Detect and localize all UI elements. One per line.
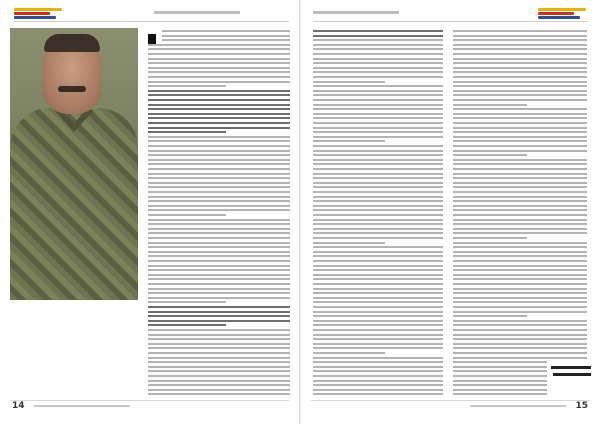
text-line xyxy=(453,384,547,386)
text-line xyxy=(453,315,527,317)
text-line xyxy=(313,200,443,202)
text-line xyxy=(148,311,290,313)
text-line xyxy=(313,108,443,110)
text-line xyxy=(313,127,443,129)
text-line xyxy=(148,113,290,115)
text-line xyxy=(148,219,290,221)
text-line xyxy=(313,145,443,147)
text-line xyxy=(148,173,290,175)
text-line xyxy=(313,62,443,64)
text-line xyxy=(313,347,443,349)
text-line xyxy=(313,338,443,340)
text-line xyxy=(453,389,547,391)
text-line xyxy=(453,182,587,184)
text-line xyxy=(148,67,290,69)
text-line xyxy=(453,232,587,234)
text-line xyxy=(313,343,443,345)
text-line xyxy=(148,58,290,60)
text-line xyxy=(313,196,443,198)
text-line xyxy=(148,200,290,202)
text-line xyxy=(313,71,443,73)
text-line xyxy=(453,361,547,363)
text-line xyxy=(453,242,587,244)
text-line xyxy=(453,81,587,83)
text-line xyxy=(313,182,443,184)
text-line xyxy=(453,329,587,331)
text-line xyxy=(453,200,587,202)
text-line xyxy=(453,269,587,271)
text-line xyxy=(148,117,290,119)
issue-info-line xyxy=(154,11,240,14)
text-line xyxy=(453,168,587,170)
text-line xyxy=(148,94,290,96)
text-line xyxy=(148,366,290,368)
text-line xyxy=(453,228,587,230)
text-line xyxy=(148,361,290,363)
text-line xyxy=(313,58,443,60)
text-line xyxy=(148,127,290,129)
text-line xyxy=(148,320,290,322)
text-line xyxy=(313,131,443,133)
text-line xyxy=(453,90,587,92)
left-footer xyxy=(0,400,299,412)
text-line xyxy=(148,324,226,326)
text-line xyxy=(148,159,290,161)
text-line xyxy=(453,104,527,106)
text-line xyxy=(313,324,443,326)
text-line xyxy=(313,186,443,188)
text-line xyxy=(313,30,443,32)
text-line xyxy=(162,39,290,41)
text-line xyxy=(453,94,587,96)
footer-caption xyxy=(34,405,130,407)
right-page xyxy=(301,0,600,424)
text-line xyxy=(148,329,290,331)
text-line xyxy=(313,269,443,271)
text-line xyxy=(313,122,443,124)
text-line xyxy=(313,53,443,55)
text-line xyxy=(162,35,290,37)
text-line xyxy=(453,292,587,294)
text-line xyxy=(453,71,587,73)
right-masthead xyxy=(313,8,588,22)
left-page xyxy=(0,0,299,424)
text-line xyxy=(453,306,587,308)
text-line xyxy=(453,370,547,372)
text-line xyxy=(148,338,290,340)
text-line xyxy=(453,44,587,46)
text-line xyxy=(313,366,443,368)
text-line xyxy=(148,251,290,253)
text-line xyxy=(313,113,443,115)
text-line xyxy=(453,297,587,299)
text-line xyxy=(453,85,587,87)
text-line xyxy=(148,191,290,193)
text-line xyxy=(453,76,587,78)
text-line xyxy=(313,67,443,69)
text-line xyxy=(148,150,290,152)
text-line xyxy=(453,39,587,41)
author-byline xyxy=(551,366,591,382)
text-line xyxy=(313,150,443,152)
text-line xyxy=(313,265,443,267)
text-line xyxy=(148,214,226,216)
text-line xyxy=(453,99,587,101)
text-line xyxy=(313,352,385,354)
text-line xyxy=(148,297,290,299)
text-line xyxy=(453,35,587,37)
text-line xyxy=(313,301,443,303)
text-line xyxy=(148,255,290,257)
text-line xyxy=(148,71,290,73)
text-line xyxy=(313,357,443,359)
text-line xyxy=(148,278,290,280)
text-line xyxy=(313,140,385,142)
text-line xyxy=(313,228,443,230)
text-line xyxy=(148,384,290,386)
text-line xyxy=(453,260,587,262)
text-line xyxy=(453,159,587,161)
text-line xyxy=(453,246,587,248)
text-line xyxy=(453,62,587,64)
text-line xyxy=(453,122,587,124)
text-line xyxy=(313,219,443,221)
text-line xyxy=(453,380,547,382)
text-line xyxy=(453,301,587,303)
text-line xyxy=(453,274,587,276)
text-line xyxy=(148,242,290,244)
text-line xyxy=(313,232,443,234)
text-line xyxy=(313,237,443,239)
text-line xyxy=(453,140,587,142)
text-line xyxy=(148,44,290,46)
text-line xyxy=(148,108,290,110)
text-line xyxy=(313,39,443,41)
text-line xyxy=(453,237,527,239)
text-line xyxy=(453,366,547,368)
right-page-column-1 xyxy=(313,30,443,398)
text-line xyxy=(313,163,443,165)
text-line xyxy=(313,361,443,363)
text-line xyxy=(453,209,587,211)
text-line xyxy=(148,343,290,345)
text-line xyxy=(148,223,290,225)
text-line xyxy=(453,357,587,359)
text-line xyxy=(453,324,587,326)
text-line xyxy=(148,209,290,211)
text-line xyxy=(313,136,443,138)
text-line xyxy=(453,145,587,147)
masthead-divider xyxy=(14,21,289,22)
text-line xyxy=(313,274,443,276)
text-line xyxy=(453,131,587,133)
text-line xyxy=(148,136,290,138)
text-line xyxy=(453,58,587,60)
text-line xyxy=(313,380,443,382)
text-line xyxy=(453,205,587,207)
text-line xyxy=(148,53,290,55)
text-line xyxy=(148,62,290,64)
text-line xyxy=(313,242,385,244)
text-line xyxy=(313,177,443,179)
text-line xyxy=(313,260,443,262)
text-line xyxy=(148,237,290,239)
text-line xyxy=(313,297,443,299)
text-line xyxy=(148,347,290,349)
text-line xyxy=(148,246,290,248)
text-line xyxy=(313,35,443,37)
text-line xyxy=(313,334,443,336)
text-line xyxy=(148,182,290,184)
text-line xyxy=(453,375,547,377)
text-line xyxy=(148,154,290,156)
text-line xyxy=(453,352,587,354)
right-page-column-2 xyxy=(453,30,587,398)
text-line xyxy=(453,320,587,322)
text-line xyxy=(148,352,290,354)
text-line xyxy=(148,122,290,124)
text-line xyxy=(313,48,443,50)
text-line xyxy=(148,265,290,267)
text-line xyxy=(148,140,290,142)
text-line xyxy=(162,30,290,32)
camouflage-uniform xyxy=(10,108,138,300)
text-line xyxy=(453,214,587,216)
text-line xyxy=(148,389,290,391)
text-line xyxy=(453,191,587,193)
text-line xyxy=(148,274,290,276)
text-line xyxy=(313,205,443,207)
text-line xyxy=(453,283,587,285)
text-line xyxy=(453,108,587,110)
text-line xyxy=(453,196,587,198)
left-masthead xyxy=(14,8,289,22)
right-footer xyxy=(301,400,600,412)
text-line xyxy=(313,315,443,317)
text-line xyxy=(453,251,587,253)
text-line xyxy=(313,154,443,156)
text-line xyxy=(313,278,443,280)
text-line xyxy=(453,136,587,138)
text-line xyxy=(453,113,587,115)
text-line xyxy=(453,127,587,129)
text-line xyxy=(148,85,226,87)
text-line xyxy=(148,334,290,336)
masthead-divider xyxy=(313,21,588,22)
page-number: 15 xyxy=(575,401,588,411)
text-line xyxy=(453,173,587,175)
text-line xyxy=(148,357,290,359)
text-line xyxy=(313,209,443,211)
text-line xyxy=(453,154,527,156)
text-line xyxy=(453,265,587,267)
text-line xyxy=(148,168,290,170)
text-line xyxy=(313,306,443,308)
text-line xyxy=(313,168,443,170)
text-line xyxy=(313,81,385,83)
text-line xyxy=(148,48,290,50)
text-line xyxy=(313,214,443,216)
text-line xyxy=(453,311,587,313)
text-line xyxy=(148,196,290,198)
text-line xyxy=(148,104,290,106)
text-line xyxy=(148,288,290,290)
text-line xyxy=(148,145,290,147)
text-line xyxy=(453,223,587,225)
text-line xyxy=(313,76,443,78)
text-line xyxy=(148,186,290,188)
left-page-column-1 xyxy=(148,30,290,398)
text-line xyxy=(313,292,443,294)
text-line xyxy=(313,389,443,391)
text-line xyxy=(148,393,290,395)
text-line xyxy=(148,163,290,165)
text-line xyxy=(453,255,587,257)
text-line xyxy=(313,393,443,395)
text-line xyxy=(453,163,587,165)
text-line xyxy=(313,173,443,175)
text-line xyxy=(453,67,587,69)
text-line xyxy=(148,269,290,271)
text-line xyxy=(453,53,587,55)
text-line xyxy=(313,159,443,161)
text-line xyxy=(453,219,587,221)
text-line xyxy=(148,283,290,285)
magazine-logo-icon xyxy=(538,8,588,19)
text-line xyxy=(148,131,226,133)
text-line xyxy=(313,246,443,248)
text-line xyxy=(148,99,290,101)
text-line xyxy=(148,260,290,262)
text-line xyxy=(453,288,587,290)
page-number: 14 xyxy=(12,401,25,411)
text-line xyxy=(313,370,443,372)
text-line xyxy=(313,104,443,106)
text-line xyxy=(453,30,587,32)
text-line xyxy=(453,186,587,188)
text-line xyxy=(313,44,443,46)
text-line xyxy=(453,393,547,395)
text-line xyxy=(148,232,290,234)
text-line xyxy=(313,90,443,92)
text-line xyxy=(148,228,290,230)
text-line xyxy=(313,255,443,257)
text-line xyxy=(313,320,443,322)
magazine-logo-icon xyxy=(14,8,64,19)
text-line xyxy=(313,384,443,386)
text-line xyxy=(313,329,443,331)
issue-info-line xyxy=(313,11,399,14)
text-line xyxy=(313,99,443,101)
text-line xyxy=(453,334,587,336)
text-line xyxy=(453,343,587,345)
text-line xyxy=(148,375,290,377)
text-line xyxy=(313,283,443,285)
text-line xyxy=(453,177,587,179)
text-line xyxy=(148,81,290,83)
text-line xyxy=(148,90,290,92)
text-line xyxy=(453,347,587,349)
text-line xyxy=(148,76,290,78)
text-line xyxy=(313,251,443,253)
text-line xyxy=(453,117,587,119)
text-line xyxy=(148,301,226,303)
text-line xyxy=(148,205,290,207)
text-line xyxy=(313,94,443,96)
text-line xyxy=(148,177,290,179)
portrait-photo xyxy=(10,28,138,300)
text-line xyxy=(313,223,443,225)
text-line xyxy=(313,311,443,313)
text-line xyxy=(313,117,443,119)
text-line xyxy=(148,306,290,308)
text-line xyxy=(453,150,587,152)
text-line xyxy=(148,315,290,317)
text-line xyxy=(148,370,290,372)
text-line xyxy=(313,85,443,87)
text-line xyxy=(148,380,290,382)
text-line xyxy=(453,338,587,340)
text-line xyxy=(313,191,443,193)
footer-caption xyxy=(470,405,566,407)
text-line xyxy=(453,278,587,280)
text-line xyxy=(313,288,443,290)
text-line xyxy=(148,292,290,294)
text-line xyxy=(313,375,443,377)
text-line xyxy=(453,48,587,50)
